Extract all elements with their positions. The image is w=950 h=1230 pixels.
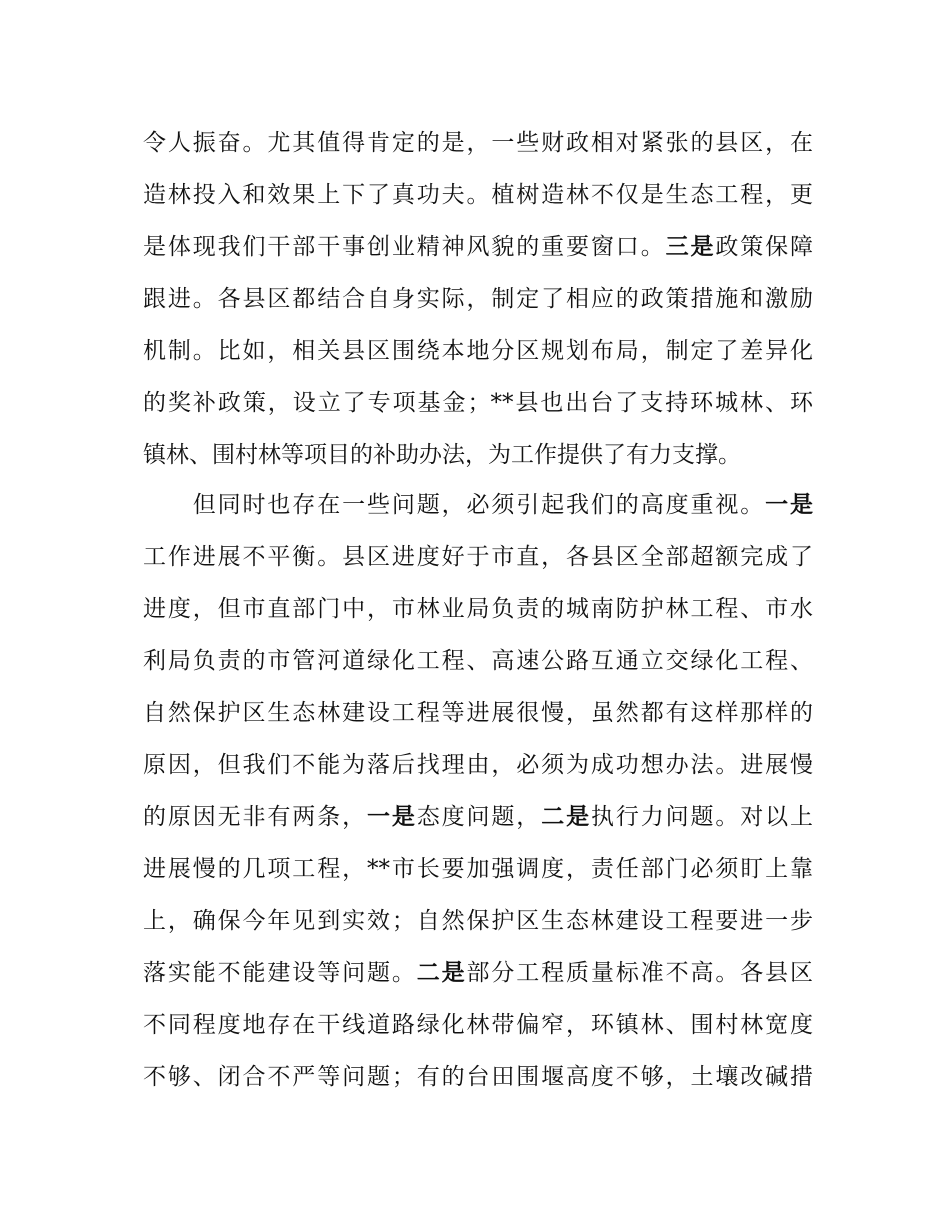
text-segment: 执行力问题。对以上 xyxy=(590,804,814,830)
text-line xyxy=(143,1051,813,1103)
text-segment: 进度，但市直部门中，市林业局负责的城南防护林工程、市水 xyxy=(143,596,813,622)
text-segment: 的奖补政策，设立了专项基金；**县也出台了支持环城林、环 xyxy=(143,390,813,416)
text-segment: 跟进。各县区都结合自身实际，制定了相应的政策措施和激励 xyxy=(143,286,813,312)
text-segment: 是体现我们干部干事创业精神风貌的重要窗口。 xyxy=(143,234,666,260)
text-segment: 机制。比如，相关县区围绕本地分区规划布局，制定了差异化 xyxy=(143,338,813,364)
text-segment: 上，确保今年见到实效；自然保护区生态林建设工程要进一步 xyxy=(143,908,813,934)
text-line xyxy=(143,999,813,1051)
text-line xyxy=(143,273,813,325)
text-segment: 态度问题， xyxy=(416,804,542,830)
text-line xyxy=(143,479,813,531)
text-segment: 政策保障 xyxy=(715,234,814,260)
text-segment: 部分工程质量标准不高。各县区 xyxy=(466,960,814,986)
text-line xyxy=(143,377,813,429)
text-line xyxy=(143,169,813,221)
emphasis-marker: 二是 xyxy=(541,804,591,830)
text-segment: 原因，但我们不能为落后找理由，必须为成功想办法。进展慢 xyxy=(143,752,813,778)
text-line xyxy=(143,947,813,999)
text-segment: 造林投入和效果上下了真功夫。植树造林不仅是生态工程，更 xyxy=(143,182,813,208)
text-segment: 不同程度地存在干线道路绿化林带偏窄，环镇林、围村林宽度 xyxy=(143,1012,813,1038)
text-segment: 令人振奋。尤其值得肯定的是，一些财政相对紧张的县区，在 xyxy=(143,130,813,156)
text-line xyxy=(143,687,813,739)
text-segment: 不够、闭合不严等问题；有的台田围堰高度不够，土壤改碱措 xyxy=(143,1064,813,1090)
text-line xyxy=(143,583,813,635)
text-line xyxy=(143,895,813,947)
text-line xyxy=(143,117,813,169)
text-segment: 利局负责的市管河道绿化工程、高速公路互通立交绿化工程、 xyxy=(143,648,813,674)
text-segment: 镇林、围村林等项目的补助办法，为工作提供了有力支撑。 xyxy=(143,442,741,468)
text-line xyxy=(143,531,813,583)
text-line xyxy=(143,635,813,687)
text-segment: 进展慢的几项工程，**市长要加强调度，责任部门必须盯上靠 xyxy=(143,856,813,882)
text-segment: 自然保护区生态林建设工程等进展很慢，虽然都有这样那样的 xyxy=(143,700,813,726)
text-segment: 工作进展不平衡。县区进度好于市直，各县区全部超额完成了 xyxy=(143,544,813,570)
text-line xyxy=(143,325,813,377)
text-line xyxy=(143,739,813,791)
text-segment: 但同时也存在一些问题，必须引起我们的高度重视。 xyxy=(143,492,766,518)
emphasis-marker: 一是 xyxy=(366,804,417,830)
paragraph-policy-support xyxy=(143,117,813,481)
text-line xyxy=(143,791,813,843)
text-segment: 的原因无非有两条， xyxy=(143,804,367,830)
emphasis-marker: 二是 xyxy=(416,960,467,986)
emphasis-marker: 三是 xyxy=(665,234,716,260)
emphasis-marker: 一是 xyxy=(765,492,814,518)
text-line xyxy=(143,843,813,895)
text-segment: 落实能不能建设等问题。 xyxy=(143,960,417,986)
paragraph-problems xyxy=(143,479,813,1103)
text-line xyxy=(143,429,813,481)
text-line xyxy=(143,221,813,273)
